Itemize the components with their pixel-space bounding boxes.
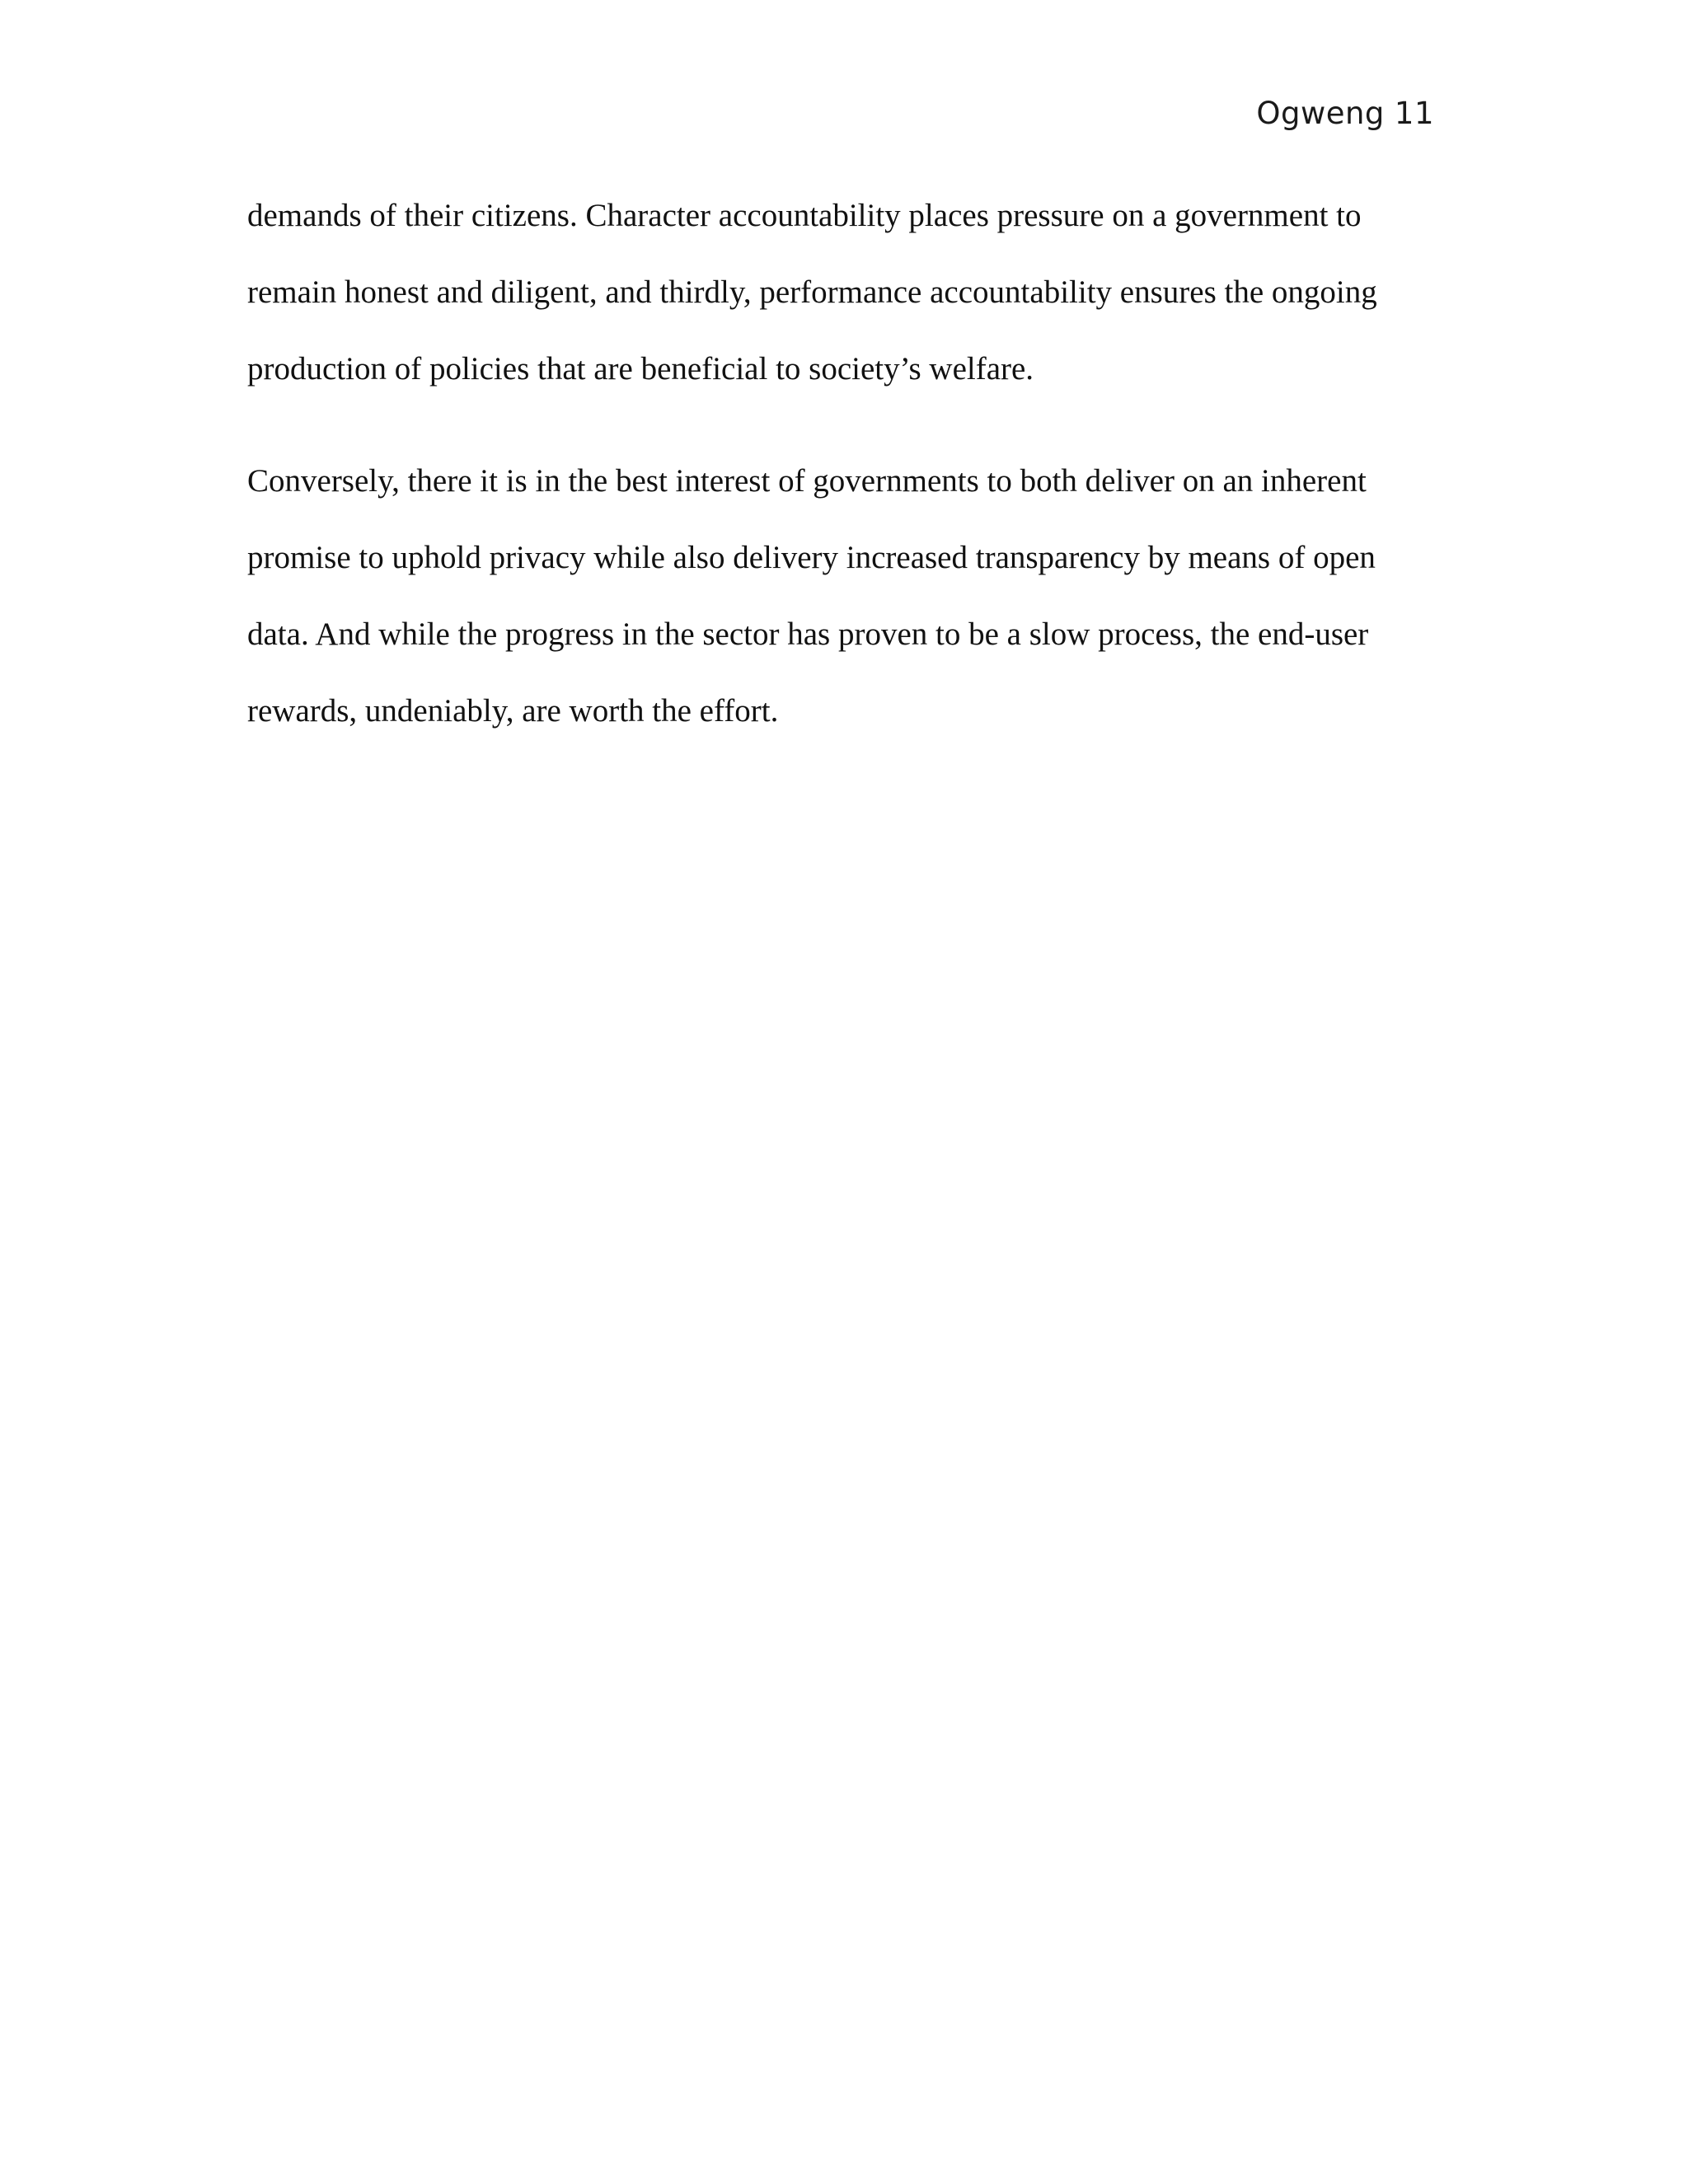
text-line: rewards, undeniably, are worth the effort.: [247, 693, 779, 729]
text-line: promise to uphold privacy while also delivery increased transparency by means of open: [247, 540, 1376, 575]
text-line: demands of their citizens. Character accountability places pressure on a government to: [247, 198, 1362, 233]
running-header: [1256, 96, 1434, 131]
text-line: data. And while the progress in the sector has proven to be a slow process, the end-user: [247, 616, 1369, 652]
paragraph: [247, 186, 1451, 416]
paragraph: [247, 452, 1451, 758]
page-number: 11: [1394, 96, 1434, 131]
text-line: remain honest and diligent, and thirdly, performance accountability ensures the ongoing: [247, 274, 1377, 310]
text-line: production of policies that are beneficial to society’s welfare.: [247, 351, 1034, 387]
body-text: [247, 186, 1451, 758]
text-line: Conversely, there it is in the best interest of governments to both deliver on an inherent: [247, 463, 1367, 499]
header-author: Ogweng: [1256, 96, 1385, 131]
